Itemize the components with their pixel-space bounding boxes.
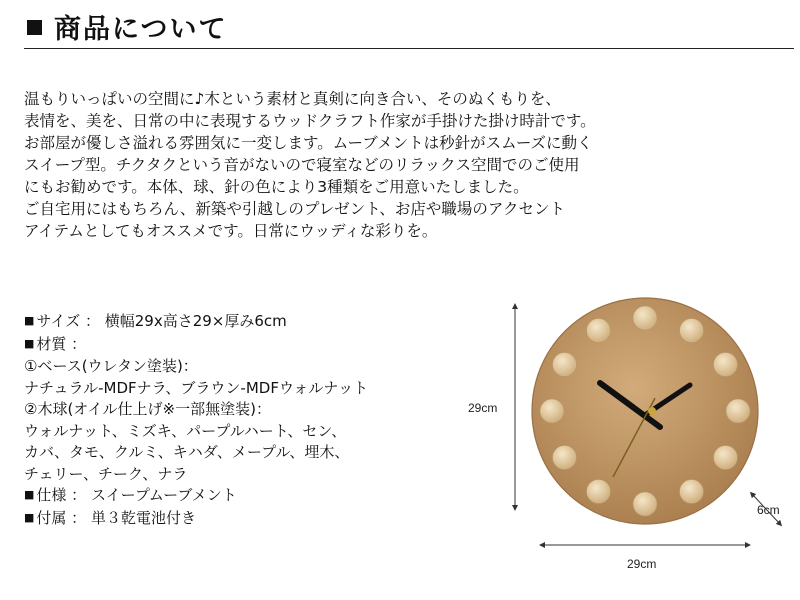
clock-center-cap: [648, 407, 656, 415]
clock-illustration: [460, 290, 800, 600]
hour-ball: [587, 480, 611, 504]
spec-material-line: ①ベース(ウレタン塗装)：: [24, 357, 198, 375]
intro-paragraph: [24, 88, 794, 242]
clock-face: [532, 298, 758, 524]
intro-line: スイープ型。チクタクという音がないので寝室などのリラックス空間でのご使用: [24, 156, 580, 174]
height-label: 29cm: [468, 401, 498, 415]
section-header: [24, 6, 794, 49]
hour-ball: [714, 446, 738, 470]
spec-size: ■ サイズ ： 横幅29x高さ29×厚み6cm: [24, 312, 287, 330]
intro-line: ご自宅用にはもちろん、新築や引越しのプレゼント、お店や職場のアクセント: [24, 200, 565, 218]
hour-ball: [553, 446, 577, 470]
hour-ball: [680, 480, 704, 504]
product-figure: [460, 290, 800, 600]
spec-list: [24, 311, 474, 530]
square-bullet-icon: [27, 20, 42, 35]
hour-ball: [587, 319, 611, 343]
spec-material-heading: ■ 材質 ：: [24, 334, 87, 353]
bullet-icon: ■: [24, 510, 35, 524]
hour-ball: [714, 353, 738, 377]
spec-movement: ■ 仕様 ： スイープムーブメント: [24, 486, 237, 504]
bullet-icon: ■: [24, 488, 35, 501]
spec-accessory: ■ 付属 ： 単３乾電池付き: [24, 508, 196, 527]
depth-label: 6cm: [757, 503, 780, 517]
hour-ball: [540, 399, 564, 423]
width-label: 29cm: [627, 557, 657, 571]
spec-material-line: ②木球(オイル仕上げ※一部無塗装)：: [24, 400, 271, 418]
hour-ball: [726, 399, 750, 423]
section-title: 商品について: [54, 14, 228, 45]
spec-material-line: ウォルナット、ミズキ、パープルハート、セン、: [24, 421, 347, 440]
bullet-icon: ■: [24, 314, 35, 327]
hour-ball: [633, 306, 657, 330]
spec-material-line: カバ、タモ、クルミ、キハダ、メープル、埋木、: [24, 443, 350, 461]
hour-ball: [680, 319, 704, 343]
hour-ball: [553, 353, 577, 377]
hour-ball: [633, 492, 657, 516]
intro-line: にもお勧めです。本体、球、針の色により3種類をご用意いたしました。: [24, 178, 529, 196]
intro-line: 温もりいっぱいの空間に♪木という素材と真剣に向き合い、そのぬくもりを、: [24, 90, 561, 108]
spec-material-line: ナチュラル-MDFナラ、ブラウン-MDFウォルナット: [24, 378, 369, 397]
bullet-icon: ■: [24, 336, 35, 350]
intro-line: アイテムとしてもオススメです。日常にウッディな彩りを。: [24, 222, 438, 240]
intro-line: お部屋が優しさ溢れる雰囲気に一変します。ムーブメントは秒針がスムーズに動く: [24, 134, 593, 152]
intro-line: 表情を、美を、日常の中に表現するウッドクラフト作家が手掛けた掛け時計です。: [24, 112, 596, 130]
spec-material-line: チェリー、チーク、ナラ: [24, 464, 188, 483]
